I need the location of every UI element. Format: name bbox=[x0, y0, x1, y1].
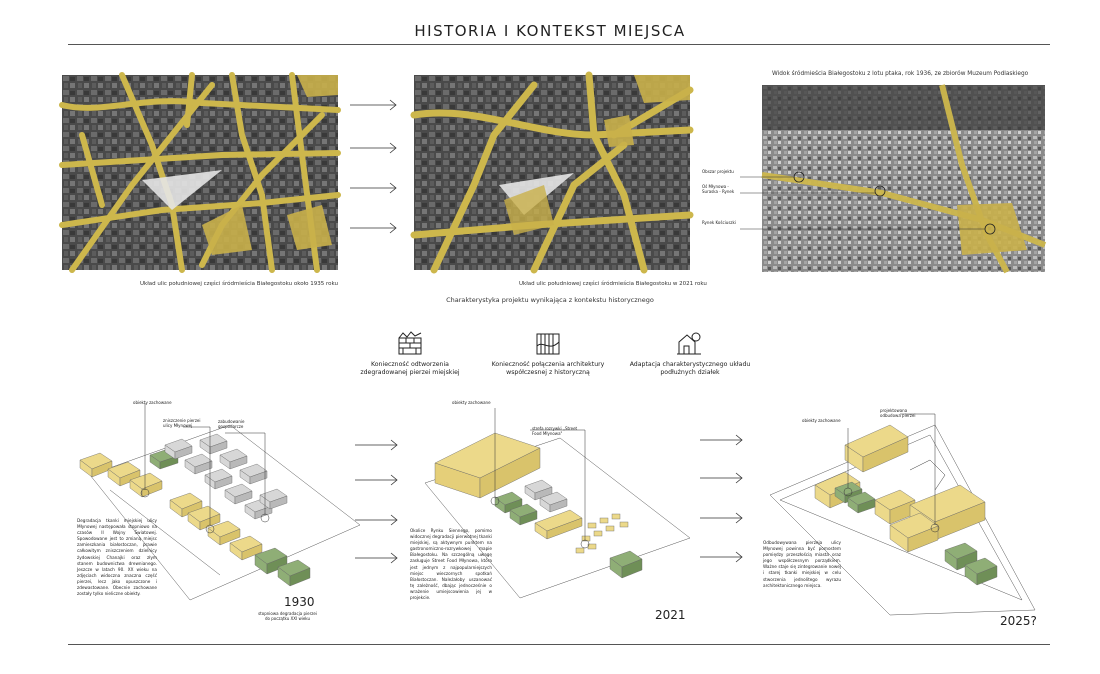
callout-2025-b: projektowana odbudowa pierzei bbox=[880, 408, 916, 419]
photo-leaders bbox=[700, 165, 1000, 245]
year-2021: 2021 bbox=[655, 608, 686, 622]
feature-label-2: Konieczność połączenia architektury współczesnej z historyczną bbox=[491, 361, 605, 377]
page-title: HISTORIA I KONTEKST MIEJSCA bbox=[414, 22, 686, 40]
feature-label-1: Konieczność odtworzenia zdegradowanej pierzei miejskiej bbox=[360, 361, 460, 377]
callout-1930-a: obiekty zachowane bbox=[133, 400, 172, 405]
photo-label-area: Obszar projektu bbox=[702, 169, 734, 174]
arrows-1930-2021 bbox=[355, 440, 400, 565]
text-1930: Degradacja tkanki miejskiej ulicy Młynowej następowała stopniowo na czasów II Wojny Światowej. Spowodowane jest to zmianą miejsc zamieszkania białostoczan, prawie całkowitym zniszczeniem dzielnicy żydowskiej Chanajki oraz złym stanem budownictwa drewnianego. Jeszcze w latach 90. XX wieku na zdjęciach widoczna znaczna część pierzei, lecz jako opuszczone i zdewastowane. Obecnie zachowane zostały tylko nieliczne obiekty. bbox=[77, 518, 157, 597]
arrows-maps bbox=[350, 100, 400, 240]
year-1930: 1930 bbox=[284, 595, 315, 609]
callout-1930-b: zniszczenie pierzei ulicy Młynowej bbox=[163, 418, 201, 429]
map-2021-caption: Układ ulic południowej części śródmieścia Białegostoku w 2021 roku bbox=[519, 281, 707, 287]
bottom-divider bbox=[68, 644, 1050, 645]
old-new-building-icon bbox=[535, 330, 561, 356]
map-1935 bbox=[62, 75, 338, 270]
year-2025: 2025? bbox=[1000, 614, 1037, 628]
callout-2021-a: obiekty zachowane bbox=[452, 400, 491, 405]
callout-2021-b: strefa rozrywki „Street Food Młynowa" bbox=[532, 426, 578, 437]
photo-label-axis: Oś Młynowa - Suraska - Rynek bbox=[702, 184, 735, 195]
top-divider bbox=[68, 44, 1050, 45]
house-plot-icon bbox=[676, 330, 702, 356]
section-subtitle: Charakterystyka projektu wynikająca z kontekstu historycznego bbox=[446, 296, 654, 304]
photo-label-square: Rynek Kościuszki bbox=[702, 220, 736, 225]
text-2021: Okolice Rynku Siennego, pomimo widocznej degradacji pierwotnej tkanki miejskiej, są aktywnym punktem na gastronomiczno-rozrywkowej mapie Białegostoku. Na szczególną uwagę zasługuje Street Food Młynowa, która jest jednym z najpopularniejszych miejsc wieczornych spotkań Białostoczan. Należałoby uszanować tę zależność, dbając jednocześnie o wrażenie umiejscowienia jej w projekcie. bbox=[410, 528, 492, 601]
arrows-2021-2025 bbox=[700, 435, 745, 565]
map-2021 bbox=[414, 75, 690, 270]
brick-wall-icon bbox=[397, 330, 423, 356]
callout-2025-a: obiekty zachowane bbox=[802, 418, 841, 423]
year-1930-desc: stopniowa degradacja pierzei do początku XXI wieku bbox=[258, 611, 317, 622]
map-1935-caption: Układ ulic południowej części śródmieścia Białegostoku około 1935 roku bbox=[140, 281, 339, 287]
feature-label-3: Adaptacja charakterystycznego układu podłużnych działek bbox=[629, 361, 751, 377]
photo-caption: Widok śródmieścia Białegostoku z lotu ptaka, rok 1936, ze zbiorów Muzeum Podlaskiego bbox=[772, 71, 1029, 77]
callout-1930-c: zabudowanie gospodarcze bbox=[218, 419, 245, 430]
text-2025: Odbudowywana pierzeja ulicy Młynowej powinna być pomostem pomiędzy przeszłością miasta oraz jego współczesnym porządkiem. Ważne staje się zintegrowanie nowej i starej tkanki miejskiej w celu stworzenia jednolitego wyrazu architektonicznego miejsca. bbox=[763, 540, 841, 588]
